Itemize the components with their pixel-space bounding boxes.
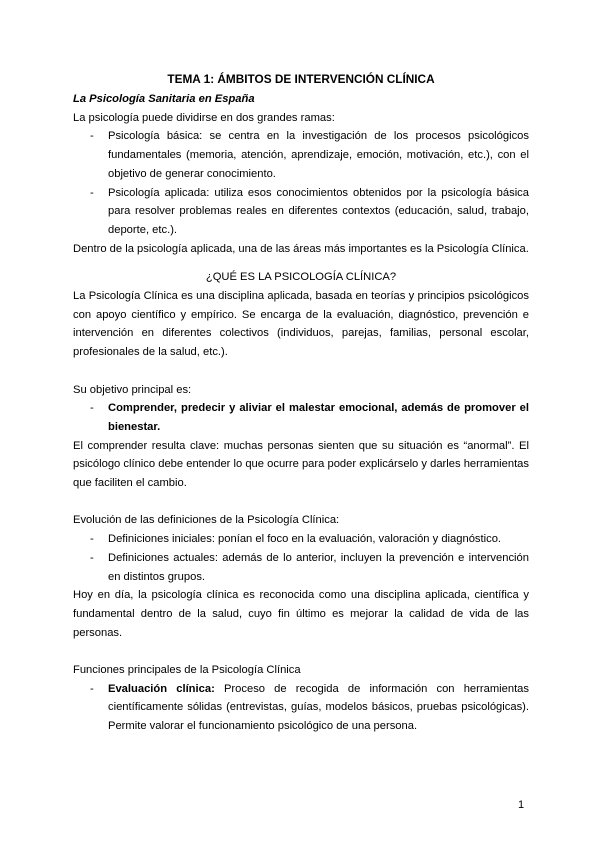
functions-intro: Funciones principales de la Psicología Clínica	[73, 664, 301, 677]
objective-text: Comprender, predecir y aliviar el malestar emocional, además de promover el bienestar.	[108, 402, 529, 433]
list-item-text: Psicología aplicada: utiliza esos conocimientos obtenidos por la psicología básica para resolver problemas reales en diferentes contextos (educación, salud, trabajo, deporte, etc.).	[108, 186, 529, 236]
list-item	[73, 127, 529, 183]
dash-bullet: -	[90, 551, 94, 564]
list-item-text: Psicología básica: se centra en la investigación de los procesos psicológicos fundamentales (memoria, atención, aprendizaje, emoción, motivación, etc.), con el objetivo de generar conocimiento.	[108, 130, 529, 180]
dash-bullet: -	[90, 402, 94, 415]
list-item	[73, 184, 529, 240]
section-subtitle: La Psicología Sanitaria en España	[73, 93, 255, 105]
dash-bullet: -	[90, 186, 94, 199]
function-text: Proceso de recogida de información con herramientas científicamente sólidas (entrevistas, guías, modelos básicos, pruebas psicológicas). Permite valorar el funcionamiento psicológico de una persona.	[108, 682, 529, 733]
list-item-text: Definiciones iniciales: ponían el foco en la evaluación, valoración y diagnóstico.	[108, 533, 502, 546]
branches-list	[73, 127, 529, 239]
section-heading: ¿QUÉ ES LA PSICOLOGÍA CLÍNICA?	[205, 271, 397, 284]
evolution-intro: Evolución de las definiciones de la Psicología Clínica:	[73, 514, 340, 527]
objective-intro: Su objetivo principal es:	[73, 383, 192, 396]
understanding-paragraph: El comprender resulta clave: muchas personas sienten que su situación es “anormal”. El psicólogo clínico debe entender lo que ocurre para poder explicárselo y darles herramientas que faciliten el cambio.	[73, 439, 529, 490]
page-title: TEMA 1: ÁMBITOS DE INTERVENCIÓN CLÍNICA	[167, 72, 435, 86]
list-item	[73, 549, 529, 586]
today-paragraph: Hoy en día, la psicología clínica es reconocida como una disciplina aplicada, científica y fundamental dentro de la salud, cuyo fin último es mejorar la calidad de vida de las personas.	[73, 589, 529, 639]
definition-paragraph: La Psicología Clínica es una disciplina aplicada, basada en teorías y principios psicológicos con apoyo científico y empírico. Se encarga de la evaluación, diagnóstico, prevención e intervención en diferentes colectivos (individuos, parejas, familias, personal escolar, profesionales de la salud, etc.).	[73, 290, 529, 359]
function-label: Evaluación clínica:	[108, 682, 215, 695]
applied-note-paragraph: Dentro de la psicología aplicada, una de las áreas más importantes es la Psicología Clínica.	[73, 242, 529, 255]
dash-bullet: -	[90, 682, 94, 695]
page-content	[73, 70, 529, 736]
dash-bullet: -	[90, 130, 94, 143]
objective-list	[73, 399, 529, 436]
list-item-text: Definiciones actuales: además de lo anterior, incluyen la prevención e intervención en distintos grupos.	[108, 551, 529, 583]
list-item	[73, 399, 529, 436]
functions-list	[73, 680, 529, 736]
page-number: 1	[518, 799, 525, 811]
intro-paragraph: La psicología puede dividirse en dos grandes ramas:	[73, 111, 335, 124]
list-item	[73, 680, 529, 736]
evolution-list	[73, 530, 529, 586]
list-item	[73, 530, 529, 549]
dash-bullet: -	[90, 533, 94, 546]
